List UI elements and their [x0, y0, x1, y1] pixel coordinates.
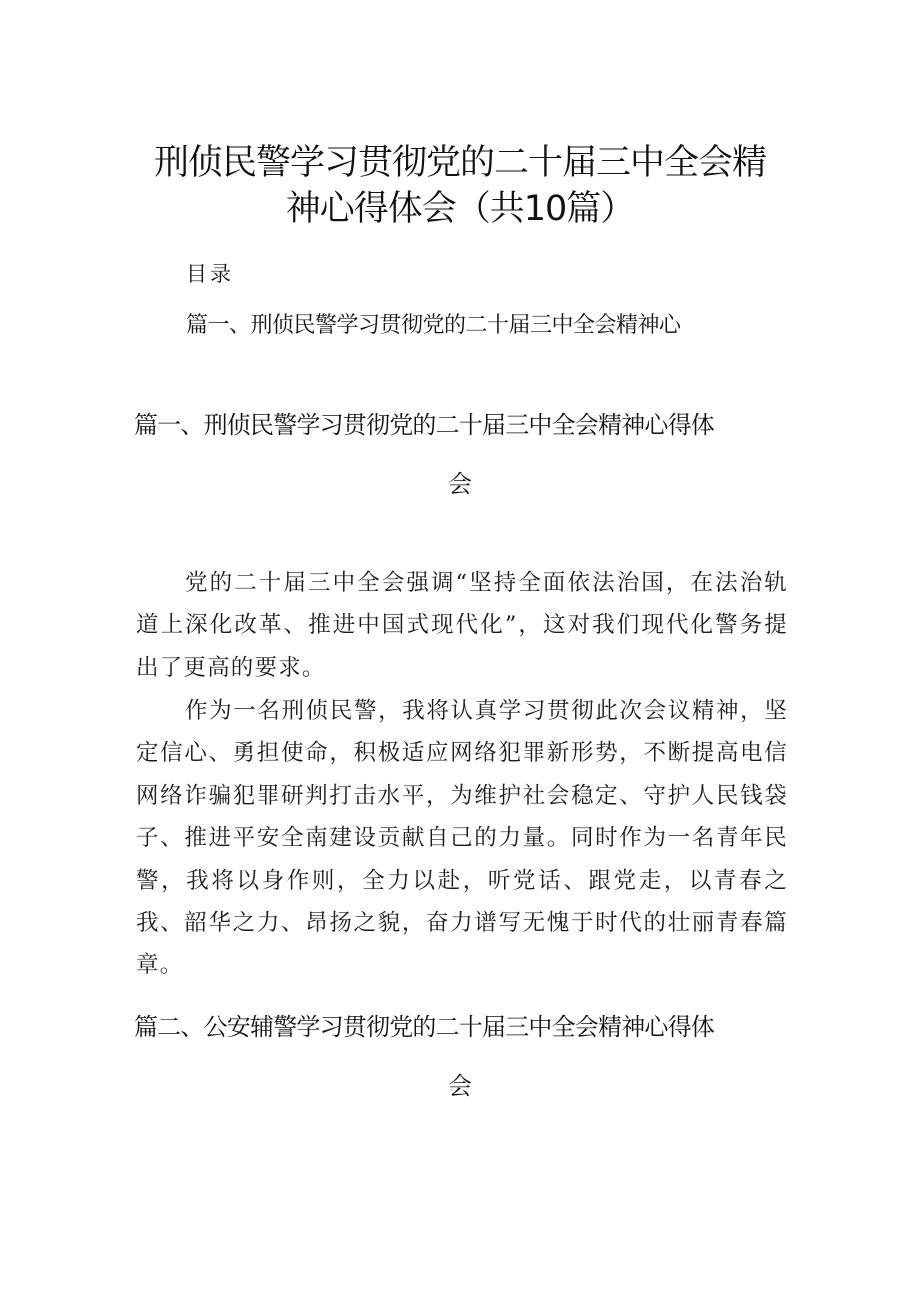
- section-1-paragraph-2: 作为一名刑侦民警，我将认真学习贯彻此次会议精神，坚定信心、勇担使命，积极适应网络犯罪新形势，不断提高电信网络诈骗犯罪研判打击水平，为维护社会稳定、守护人民钱袋子、推进平安全南建设贡献自己的力量。同时作为一名青年民警，我将以身作则，全力以赴，听党话、跟党走，以青春之我、韶华之力、昂扬之貌，奋力谱写无愧于时代的壮丽青春篇章。: [136, 698, 788, 979]
- toc-item[interactable]: 篇一、刑侦民警学习贯彻党的二十届三中全会精神心: [186, 313, 681, 338]
- section-heading-2-continuation: 会: [448, 1072, 472, 1100]
- section-heading-1: 篇一、刑侦民警学习贯彻党的二十届三中全会精神心得体: [134, 411, 714, 439]
- document-title-line-1: 刑侦民警学习贯彻党的二十届三中全会精: [153, 143, 766, 183]
- section-heading-1-continuation: 会: [448, 470, 472, 498]
- section-1-paragraph-1: 党的二十届三中全会强调“坚持全面依法治国，在法治轨道上深化改革、推进中国式现代化”，这对我们现代化警务提出了更高的要求。: [136, 570, 788, 681]
- document-title-line-2: 神心得体会（共10篇）: [285, 189, 635, 229]
- section-heading-2: 篇二、公安辅警学习贯彻党的二十届三中全会精神心得体: [134, 1013, 714, 1041]
- table-of-contents-label: 目录: [186, 262, 234, 286]
